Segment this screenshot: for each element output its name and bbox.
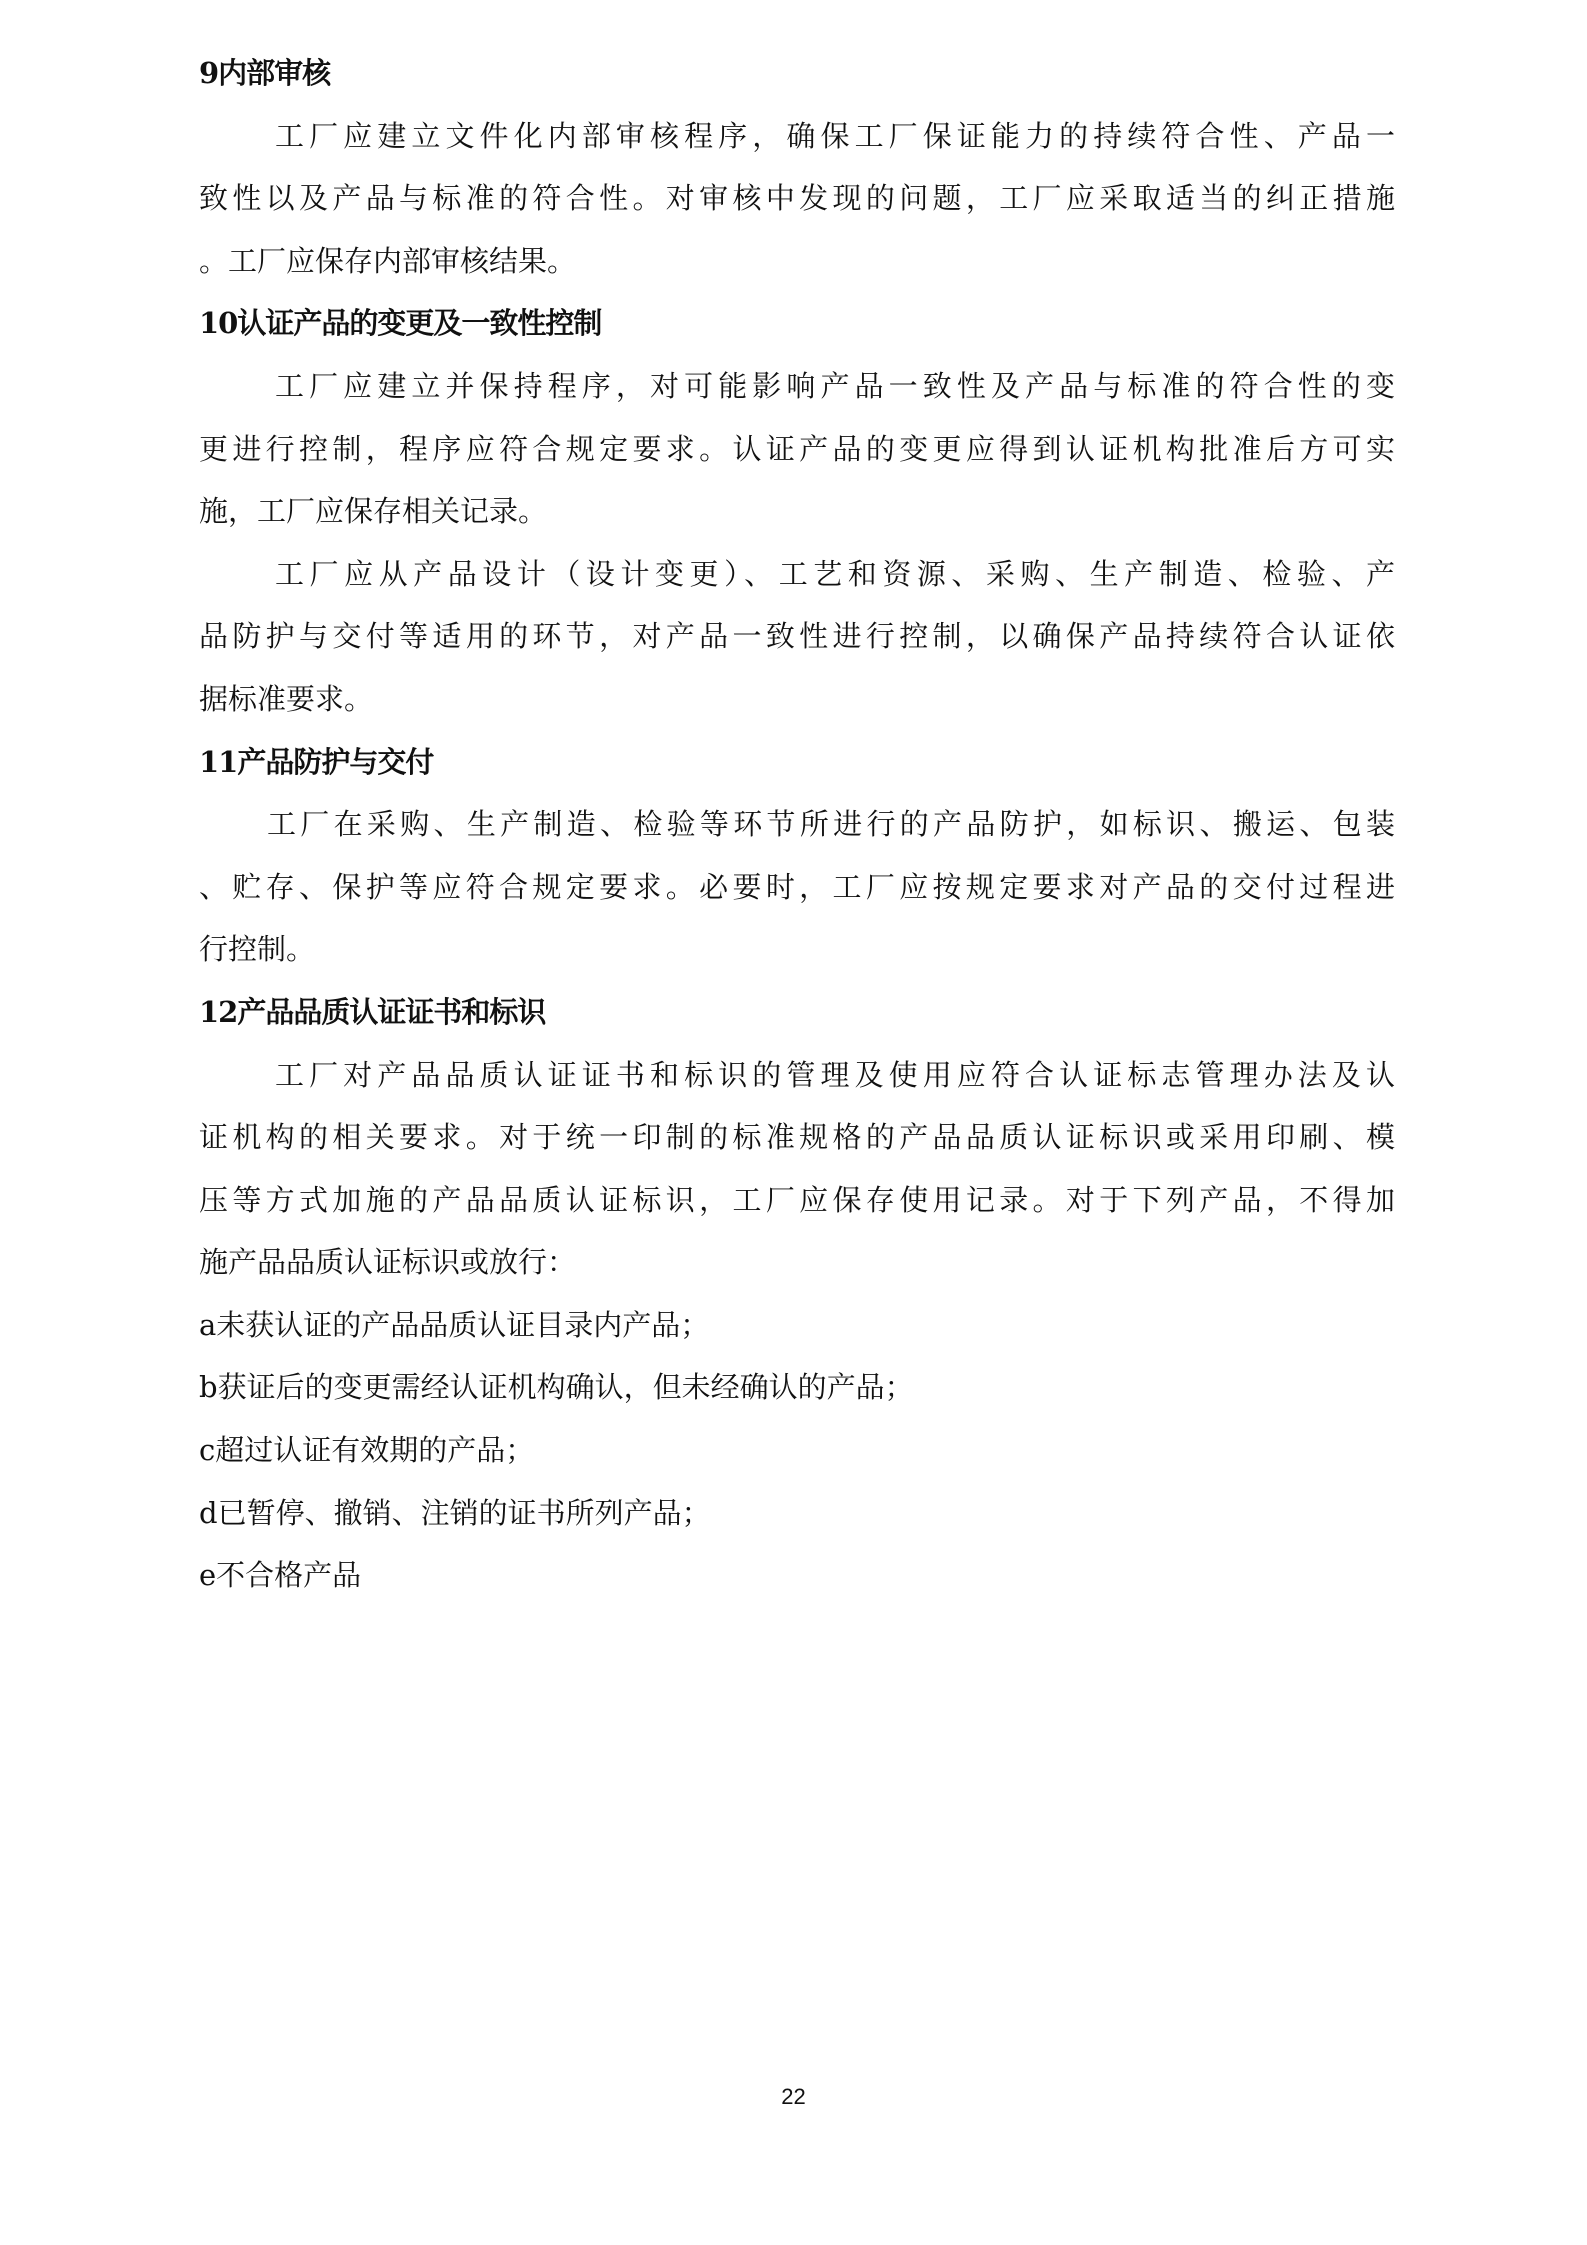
section-9-paragraph-1: [199, 105, 1395, 293]
section-12-paragraph-1: [199, 1044, 1395, 1294]
paragraph-line: 、贮存、保护等应符合规定要求。必要时，工厂应按规定要求对产品的交付过程进: [199, 869, 1395, 904]
paragraph-line: 。工厂应保存内部审核结果。: [199, 243, 577, 278]
list-item-d: d已暂停、撤销、注销的证书所列产品；: [199, 1495, 711, 1530]
paragraph-line: 致性以及产品与标准的符合性。对审核中发现的问题，工厂应采取适当的纠正措施: [199, 181, 1395, 216]
document-page: [199, 42, 1395, 1607]
list-item-c: c超过认证有效期的产品；: [199, 1433, 535, 1468]
section-heading-10: 10认证产品的变更及一致性控制: [199, 306, 602, 341]
paragraph-line: 工厂应从产品设计（设计变更）、工艺和资源、采购、生产制造、检验、产: [275, 556, 1395, 591]
paragraph-line: 更进行控制，程序应符合规定要求。认证产品的变更应得到认证机构批准后方可实: [199, 431, 1395, 466]
paragraph-line: 工厂应建立并保持程序，对可能影响产品一致性及产品与标准的符合性的变: [275, 368, 1395, 403]
section-10-paragraph-2: [199, 543, 1395, 731]
paragraph-line: 行控制。: [199, 932, 316, 967]
paragraph-line: 品防护与交付等适用的环节，对产品一致性进行控制，以确保产品持续符合认证依: [199, 619, 1395, 654]
section-heading-11: 11产品防护与交付: [199, 744, 434, 779]
section-heading-9: 9内部审核: [199, 56, 331, 90]
paragraph-line: 压等方式加施的产品品质认证标识，工厂应保存使用记录。对于下列产品，不得加: [199, 1182, 1395, 1217]
prohibited-items-list: [199, 1294, 1395, 1607]
list-item-e: e不合格产品: [199, 1558, 362, 1593]
paragraph-line: 工厂在采购、生产制造、检验等环节所进行的产品防护，如标识、搬运、包装: [267, 807, 1395, 842]
paragraph-line: 施，工厂应保存相关记录。: [199, 494, 548, 529]
paragraph-line: 施产品品质认证标识或放行：: [199, 1245, 577, 1280]
paragraph-line: 证机构的相关要求。对于统一印制的标准规格的产品品质认证标识或采用印刷、模: [199, 1120, 1395, 1155]
page-number: 22: [781, 2084, 806, 2109]
list-item-a: a未获认证的产品品质认证目录内产品；: [199, 1307, 710, 1342]
section-11-paragraph-1: [199, 793, 1395, 981]
paragraph-line: 工厂应建立文件化内部审核程序，确保工厂保证能力的持续符合性、产品一: [275, 118, 1395, 153]
list-item-b: b获证后的变更需经认证机构确认，但未经确认的产品；: [199, 1370, 914, 1405]
section-10-paragraph-1: [199, 355, 1395, 543]
paragraph-line: 工厂对产品品质认证证书和标识的管理及使用应符合认证标志管理办法及认: [275, 1057, 1395, 1092]
section-heading-12: 12产品品质认证证书和标识: [199, 994, 546, 1029]
paragraph-line: 据标准要求。: [199, 681, 374, 716]
